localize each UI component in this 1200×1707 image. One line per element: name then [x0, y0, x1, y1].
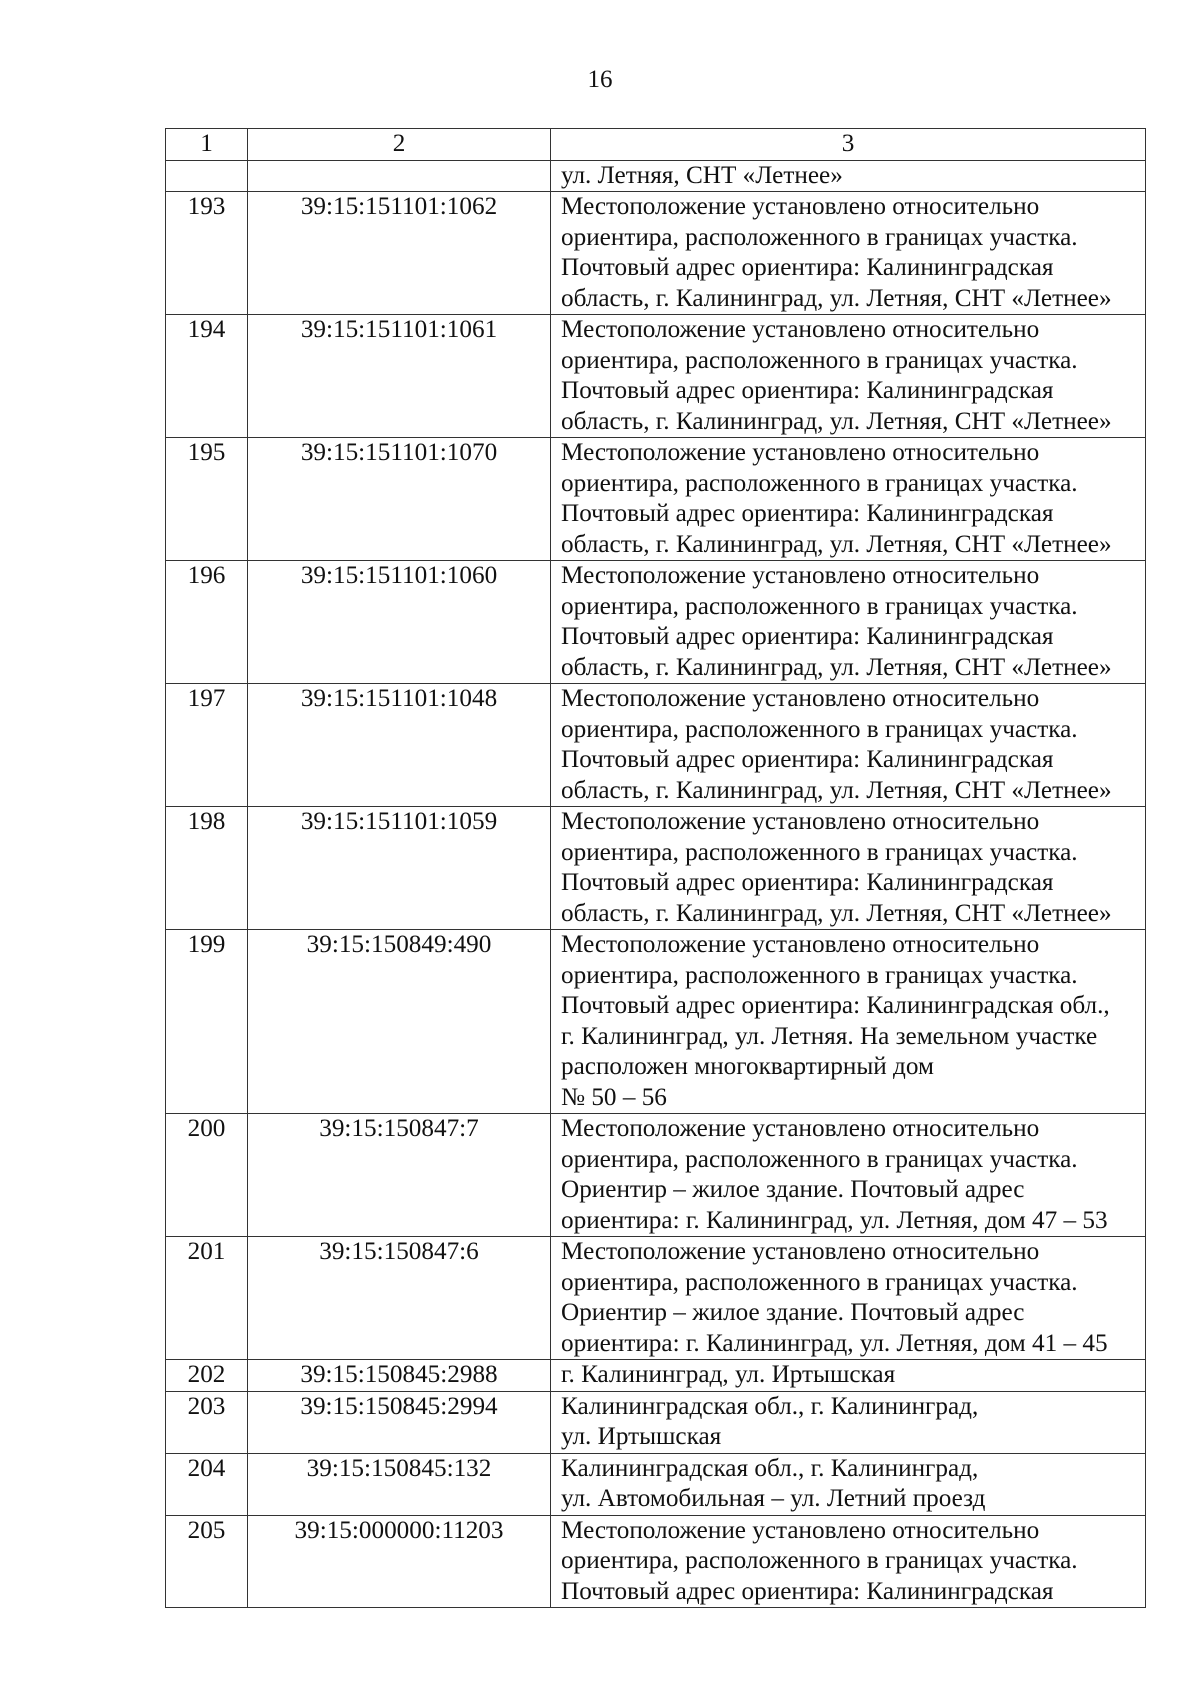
address-line: ул. Автомобильная – ул. Летний проезд	[561, 1485, 986, 1512]
address-cell	[551, 807, 1146, 930]
table-row	[166, 192, 1146, 315]
cadastral-number: 39:15:151101:1062	[248, 192, 551, 315]
address-line: № 50 – 56	[561, 1083, 667, 1111]
row-number: 204	[166, 1453, 248, 1515]
table-row	[166, 684, 1146, 807]
address-line: Почтовый адрес ориентира: Калининградская	[561, 1577, 1054, 1605]
address-line: расположен многоквартирный дом	[561, 1053, 934, 1080]
address-line: ориентира, расположенного в границах участка.	[561, 961, 1078, 989]
address-line: ориентира: г. Калининград, ул. Летняя, дом 47 – 53	[561, 1206, 1108, 1234]
table-row	[166, 438, 1146, 561]
table-row	[166, 1237, 1146, 1360]
cadastral-number: 39:15:150849:490	[248, 930, 551, 1114]
cadastral-number: 39:15:151101:1048	[248, 684, 551, 807]
address-line: Местоположение установлено относительно	[561, 1516, 1040, 1544]
address-line: ориентира, расположенного в границах участка.	[561, 1547, 1078, 1574]
address-cell	[551, 1453, 1146, 1515]
address-line: Местоположение установлено относительно	[561, 808, 1040, 835]
page-number: 16	[587, 66, 613, 93]
address-cell	[551, 160, 1146, 192]
row-number: 197	[166, 684, 248, 807]
address-cell	[551, 1515, 1146, 1608]
table-header-row	[166, 129, 1146, 161]
address-line: ориентира, расположенного в границах участка.	[561, 838, 1078, 866]
address-cell	[551, 315, 1146, 438]
cadastral-number: 39:15:000000:11203	[248, 1515, 551, 1608]
row-number: 195	[166, 438, 248, 561]
address-line: Местоположение установлено относительно	[561, 193, 1040, 220]
row-number: 201	[166, 1237, 248, 1360]
header-col-1: 1	[166, 129, 248, 161]
cadastral-number: 39:15:151101:1070	[248, 438, 551, 561]
address-line: ориентира, расположенного в границах участка.	[561, 592, 1078, 620]
address-line: область, г. Калининград, ул. Летняя, СНТ «Летнее»	[561, 899, 1112, 927]
address-line: Почтовый адрес ориентира: Калининградская	[561, 254, 1054, 281]
row-number: 198	[166, 807, 248, 930]
address-cell	[551, 561, 1146, 684]
cadastral-number	[248, 160, 551, 192]
address-line: ориентира, расположенного в границах участка.	[561, 1268, 1078, 1296]
header-col-3: 3	[551, 129, 1146, 161]
address-cell	[551, 438, 1146, 561]
cadastral-number: 39:15:150847:6	[248, 1237, 551, 1360]
cadastral-number: 39:15:151101:1060	[248, 561, 551, 684]
land-parcels-table	[165, 128, 1146, 1608]
row-number: 205	[166, 1515, 248, 1608]
address-cell	[551, 1360, 1146, 1392]
address-line: ориентира, расположенного в границах участка.	[561, 346, 1078, 374]
address-cell	[551, 930, 1146, 1114]
address-line: ориентира, расположенного в границах участка.	[561, 223, 1078, 251]
address-line: ориентира: г. Калининград, ул. Летняя, дом 41 – 45	[561, 1329, 1108, 1357]
address-line: Местоположение установлено относительно	[561, 562, 1040, 589]
row-number: 200	[166, 1114, 248, 1237]
row-number	[166, 160, 248, 192]
table-row	[166, 1114, 1146, 1237]
address-line: г. Калининград, ул. Летняя. На земельном участке	[561, 1022, 1098, 1050]
address-line: Местоположение установлено относительно	[561, 1238, 1040, 1265]
row-number: 196	[166, 561, 248, 684]
table-row	[166, 1391, 1146, 1453]
address-line: Почтовый адрес ориентира: Калининградская	[561, 746, 1054, 773]
address-line: Местоположение установлено относительно	[561, 931, 1040, 958]
address-line: Почтовый адрес ориентира: Калининградская обл.,	[561, 992, 1110, 1019]
address-line: Местоположение установлено относительно	[561, 685, 1040, 712]
table-row	[166, 807, 1146, 930]
address-line: Местоположение установлено относительно	[561, 1115, 1040, 1142]
address-cell	[551, 1237, 1146, 1360]
cadastral-number: 39:15:150845:132	[248, 1453, 551, 1515]
address-line: Местоположение установлено относительно	[561, 439, 1040, 466]
address-line: Ориентир – жилое здание. Почтовый адрес	[561, 1299, 1025, 1326]
cadastral-number: 39:15:151101:1059	[248, 807, 551, 930]
address-cell	[551, 192, 1146, 315]
address-line: область, г. Калининград, ул. Летняя, СНТ «Летнее»	[561, 776, 1112, 804]
row-number: 193	[166, 192, 248, 315]
address-line: Почтовый адрес ориентира: Калининградская	[561, 869, 1054, 896]
address-line: г. Калининград, ул. Иртышская	[561, 1361, 896, 1388]
address-line: ориентира, расположенного в границах участка.	[561, 1145, 1078, 1173]
cadastral-number: 39:15:151101:1061	[248, 315, 551, 438]
address-line: Калининградская обл., г. Калининград,	[561, 1392, 979, 1420]
address-line: область, г. Калининград, ул. Летняя, СНТ «Летнее»	[561, 653, 1112, 681]
address-line: ул. Иртышская	[561, 1423, 722, 1450]
table-row	[166, 561, 1146, 684]
address-line: ул. Летняя, СНТ «Летнее»	[561, 161, 843, 189]
address-cell	[551, 1391, 1146, 1453]
table-row	[166, 160, 1146, 192]
address-line: область, г. Калининград, ул. Летняя, СНТ «Летнее»	[561, 284, 1112, 312]
row-number: 202	[166, 1360, 248, 1392]
address-cell	[551, 684, 1146, 807]
address-line: Ориентир – жилое здание. Почтовый адрес	[561, 1176, 1025, 1203]
address-line: Почтовый адрес ориентира: Калининградская	[561, 500, 1054, 527]
address-line: ориентира, расположенного в границах участка.	[561, 715, 1078, 743]
table-row	[166, 315, 1146, 438]
address-line: Калининградская обл., г. Калининград,	[561, 1454, 979, 1482]
table-row	[166, 1453, 1146, 1515]
address-line: ориентира, расположенного в границах участка.	[561, 469, 1078, 497]
table-row	[166, 1515, 1146, 1608]
cadastral-number: 39:15:150845:2994	[248, 1391, 551, 1453]
row-number: 194	[166, 315, 248, 438]
address-line: область, г. Калининград, ул. Летняя, СНТ «Летнее»	[561, 530, 1112, 558]
address-line: Почтовый адрес ориентира: Калининградская	[561, 623, 1054, 650]
header-col-2: 2	[248, 129, 551, 161]
address-line: Местоположение установлено относительно	[561, 316, 1040, 343]
cadastral-number: 39:15:150847:7	[248, 1114, 551, 1237]
table-row	[166, 1360, 1146, 1392]
table-row	[166, 930, 1146, 1114]
cadastral-number: 39:15:150845:2988	[248, 1360, 551, 1392]
address-line: Почтовый адрес ориентира: Калининградская	[561, 377, 1054, 404]
row-number: 199	[166, 930, 248, 1114]
address-line: область, г. Калининград, ул. Летняя, СНТ «Летнее»	[561, 407, 1112, 435]
row-number: 203	[166, 1391, 248, 1453]
address-cell	[551, 1114, 1146, 1237]
